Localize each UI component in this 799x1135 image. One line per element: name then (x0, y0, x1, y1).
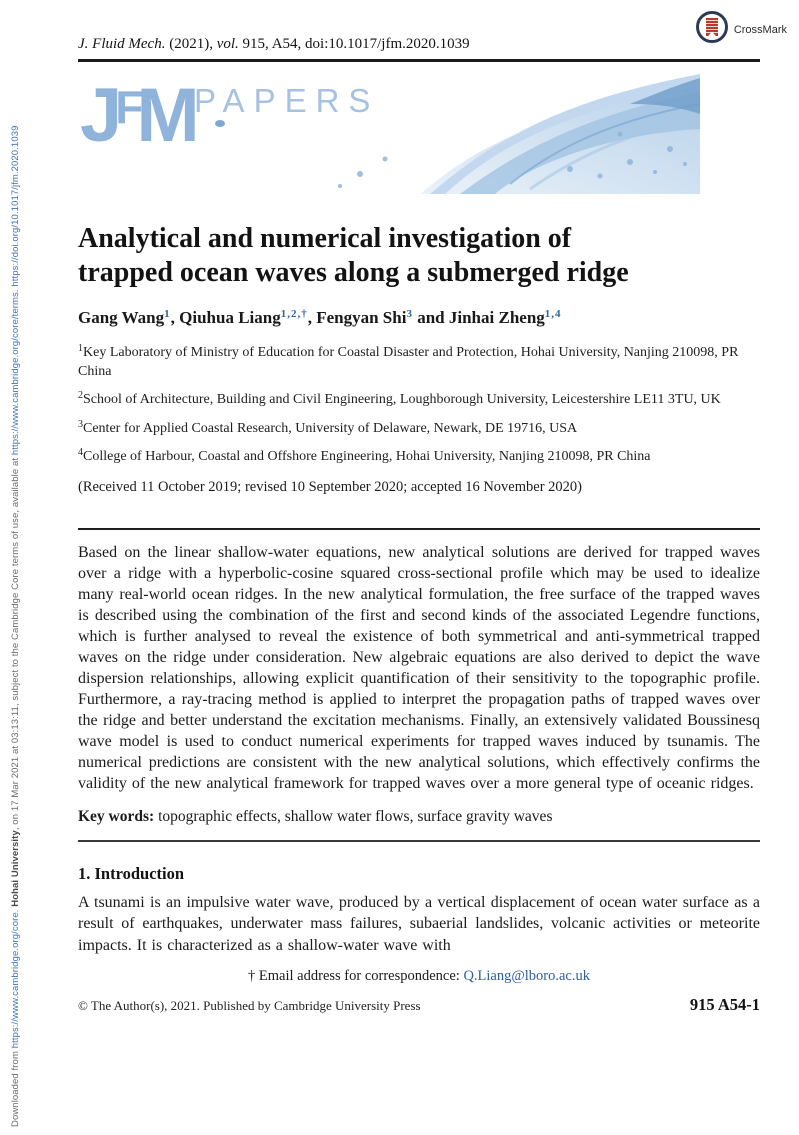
sidebar-doi-link[interactable]: https://doi.org/10.1017/jfm.2020.1039 (10, 125, 21, 287)
jfm-banner (78, 74, 760, 194)
author-superscript: 1,2,† (280, 308, 308, 321)
journal-name: J. Fluid Mech. (78, 36, 166, 52)
abstract-text: Based on the linear shallow-water equations, new analytical solutions are derived for trapped waves over a ridge with a hyperbolic-cosine squared cross-sectional profile which may be used to idealize many real-world ocean ridges. In the new analytical formulation, the free surface of the trapped waves is described using the combination of the first and second kinds of the associated Legendre functions, which is further analysed to reveal the existence of both symmetrical and anti-symmetrical trapped waves on the ridge under consideration. New algebraic equations are also derived to depict the wave dispersion relationships, allowing explicit quantification of their sensitivity to the topographic profile. Furthermore, a ray-tracing method is applied to interpret the propagation paths of trapped waves over the ridge and better understand the excitation mechanisms. Finally, an extensively validated Boussinesq wave model is used to conduct numerical experiments for trapped waves induced by tsunamis. The numerical predictions are consistent with the new analytical solutions, which effectively confirms the validity of the new analytical framework for trapped waves over a more general type of oceanic ridges. (78, 544, 760, 793)
affiliation-superscript: 3 (78, 418, 83, 430)
affiliation-text: College of Harbour, Coastal and Offshore Engineering, Hohai University, Nanjing 210098, PR China (83, 449, 651, 465)
keywords-text: topographic effects, shallow water flows, surface gravity waves (154, 808, 553, 826)
journal-year: (2021), (165, 36, 217, 52)
author-name: Fengyan Shi (316, 308, 407, 328)
journal-doi: 915, A54, doi:10.1017/jfm.2020.1039 (238, 36, 470, 52)
affiliation-item (78, 387, 760, 410)
affiliation-superscript: 4 (78, 447, 83, 459)
sidebar-core-link[interactable]: https://www.cambridge.org/core (10, 912, 21, 1049)
keywords-bottom-rule (78, 840, 760, 842)
journal-citation-line (78, 36, 760, 53)
crossmark-label: CrossMark (733, 23, 787, 36)
article-content (78, 0, 760, 1015)
footnote-text: Email address for correspondence: (255, 968, 464, 985)
sidebar-text: . (10, 286, 21, 293)
sidebar-institution: Hohai University (10, 830, 21, 907)
intro-paragraph: A tsunami is an impulsive water wave, produced by a vertical displacement of ocean water surface as a result of earthquakes, underwater mass failures, subaerial landslides, volcanic activities or meteorite impacts. It is characterized as a shallow-water wave with (78, 893, 760, 954)
affiliation-item (78, 416, 760, 439)
abstract-top-rule (78, 528, 760, 531)
logo-letter-f: F (115, 80, 142, 133)
author-separator: , (170, 308, 180, 328)
logo-letter-j: J (80, 72, 120, 158)
jfm-logo (80, 72, 197, 158)
affiliation-text: Key Laboratory of Ministry of Education for Coastal Disaster and Protection, Hohai University, Nanjing 210098, PR China (78, 345, 739, 379)
header-rule (78, 59, 760, 62)
water-droplet-icon (215, 120, 225, 127)
logo-letter-m: M (136, 72, 197, 158)
sidebar-download-note (10, 126, 21, 1127)
sidebar-text: . (10, 906, 21, 913)
author-superscript: 3 (406, 308, 413, 321)
affiliations-block (78, 340, 760, 467)
sidebar-text: , on 17 Mar 2021 at 03:13:11, subject to the Cambridge Core terms of use, available at (10, 455, 21, 831)
author-superscript: 1,4 (544, 308, 562, 321)
author-name: Qiuhua Liang (179, 308, 281, 328)
correspondence-footnote (78, 968, 760, 985)
email-link[interactable]: Q.Liang@lboro.ac.uk (463, 968, 590, 985)
title-line-1: Analytical and numerical investigation of (78, 222, 572, 254)
author-separator: and (412, 308, 449, 328)
page-number: 915 A54-1 (689, 995, 760, 1015)
author-name: Jinhai Zheng (448, 308, 545, 328)
affiliation-text: School of Architecture, Building and Civil Engineering, Loughborough University, Leicestershire LE11 3TU, UK (83, 392, 721, 408)
author-superscript: 1 (164, 308, 171, 321)
title-line-2: trapped ocean waves along a submerged ridge (78, 256, 629, 288)
affiliation-text: Center for Applied Coastal Research, University of Delaware, Newark, DE 19716, USA (83, 420, 578, 436)
footnote-dagger: † (248, 968, 256, 985)
water-splash-image (270, 74, 700, 194)
footer-copyright: © The Author(s), 2021. Published by Cambridge University Press (78, 998, 421, 1014)
affiliation-item (78, 444, 760, 467)
keywords-line (78, 808, 760, 826)
affiliation-superscript: 1 (78, 343, 83, 355)
journal-vol-label: vol. (216, 36, 239, 52)
sidebar-terms-link[interactable]: https://www.cambridge.org/core/terms (10, 292, 21, 456)
affiliation-superscript: 2 (78, 390, 83, 402)
author-name: Gang Wang (78, 308, 165, 328)
page-footer (78, 995, 760, 1015)
keywords-label: Key words: (78, 808, 155, 826)
paper-title (78, 222, 760, 290)
papers-label: PAPERS (194, 81, 380, 119)
sidebar-text: Downloaded from (10, 1048, 21, 1127)
author-separator: , (307, 308, 317, 328)
received-line: (Received 11 October 2019; revised 10 September 2020; accepted 16 November 2020) (78, 478, 582, 495)
affiliation-item (78, 340, 760, 381)
section-heading-introduction: 1. Introduction (78, 863, 185, 883)
authors-line (78, 308, 760, 328)
